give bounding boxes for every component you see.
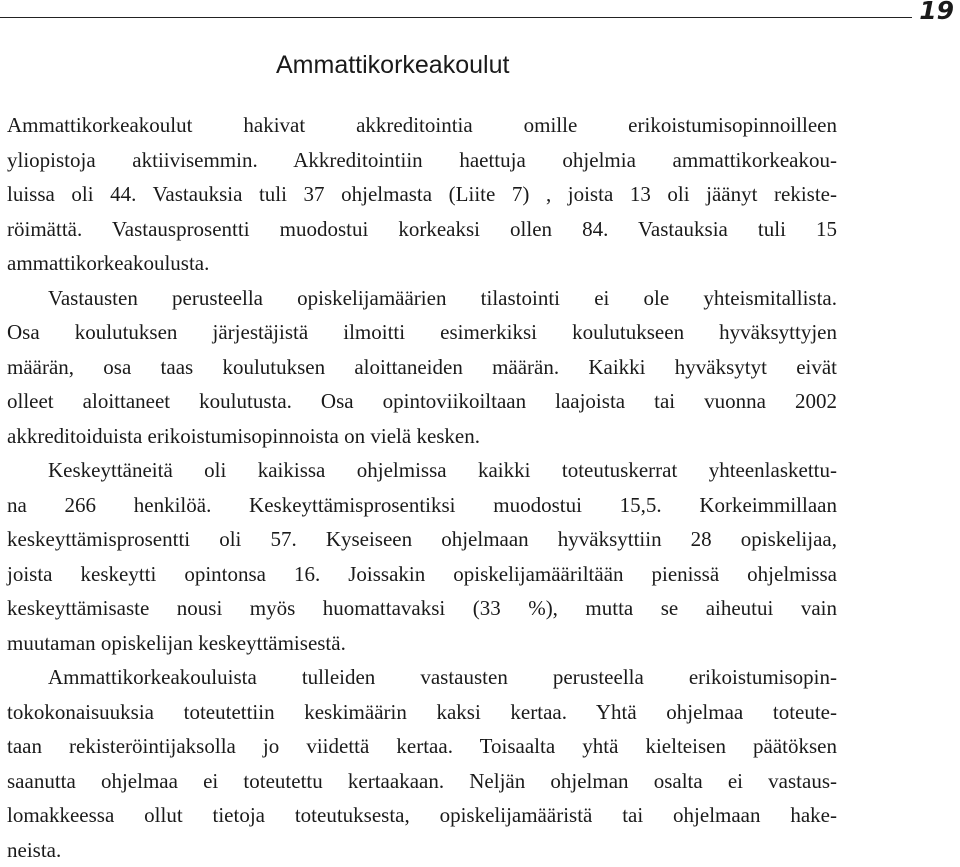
text-line: na 266 henkilöä. Keskeyttämisprosentiksi muodostui 15,5. Korkeimmillaan [7, 488, 837, 523]
text-line: keskeyttämisaste nousi myös huomattavaksi (33 %), mutta se aiheutui vain [7, 591, 837, 626]
text-line: tokokonaisuuksia toteutettiin keskimäärin kaksi kertaa. Yhtä ohjelmaa toteute- [7, 695, 837, 730]
paragraph [7, 108, 837, 281]
text-line: muutaman opiskelijan keskeyttämisestä. [7, 626, 837, 661]
paragraph [7, 453, 837, 660]
text-line: joista keskeytti opintonsa 16. Joissakin opiskelijamääriltään pienissä ohjelmissa [7, 557, 837, 592]
body-text [7, 108, 837, 867]
text-line: Ammattikorkeakouluista tulleiden vastausten perusteella erikoistumisopin- [7, 660, 837, 695]
text-line: lomakkeessa ollut tietoja toteutuksesta, opiskelijamääristä tai ohjelmaan hake- [7, 798, 837, 833]
text-line: Ammattikorkeakoulut hakivat akkreditointia omille erikoistumisopinnoilleen [7, 108, 837, 143]
text-line: Osa koulutuksen järjestäjistä ilmoitti esimerkiksi koulutukseen hyväksyttyjen [7, 315, 837, 350]
header-rule [0, 17, 912, 18]
text-line: olleet aloittaneet koulutusta. Osa opintoviikoiltaan laajoista tai vuonna 2002 [7, 384, 837, 419]
text-line: ammattikorkeakoulusta. [7, 246, 837, 281]
text-line: saanutta ohjelmaa ei toteutettu kertaakaan. Neljän ohjelman osalta ei vastaus- [7, 764, 837, 799]
text-line: Keskeyttäneitä oli kaikissa ohjelmissa kaikki toteutuskerrat yhteenlaskettu- [7, 453, 837, 488]
text-line: akkreditoiduista erikoistumisopinnoista on vielä kesken. [7, 419, 837, 454]
text-line: neista. [7, 833, 837, 867]
text-line: luissa oli 44. Vastauksia tuli 37 ohjelmasta (Liite 7) , joista 13 oli jäänyt rekiste- [7, 177, 837, 212]
paragraph [7, 660, 837, 867]
text-line: Vastausten perusteella opiskelijamäärien tilastointi ei ole yhteismitallista. [7, 281, 837, 316]
paragraph [7, 281, 837, 454]
text-line: röimättä. Vastausprosentti muodostui korkeaksi ollen 84. Vastauksia tuli 15 [7, 212, 837, 247]
page-number: 19 [919, 0, 954, 28]
text-line: yliopistoja aktiivisemmin. Akkreditointiin haettuja ohjelmia ammattikorkeakou- [7, 143, 837, 178]
text-line: keskeyttämisprosentti oli 57. Kyseiseen ohjelmaan hyväksyttiin 28 opiskelijaa, [7, 522, 837, 557]
text-line: taan rekisteröintijaksolla jo viidettä kertaa. Toisaalta yhtä kielteisen päätöksen [7, 729, 837, 764]
section-heading: Ammattikorkeakoulut [276, 48, 509, 82]
text-line: määrän, osa taas koulutuksen aloittaneiden määrän. Kaikki hyväksytyt eivät [7, 350, 837, 385]
